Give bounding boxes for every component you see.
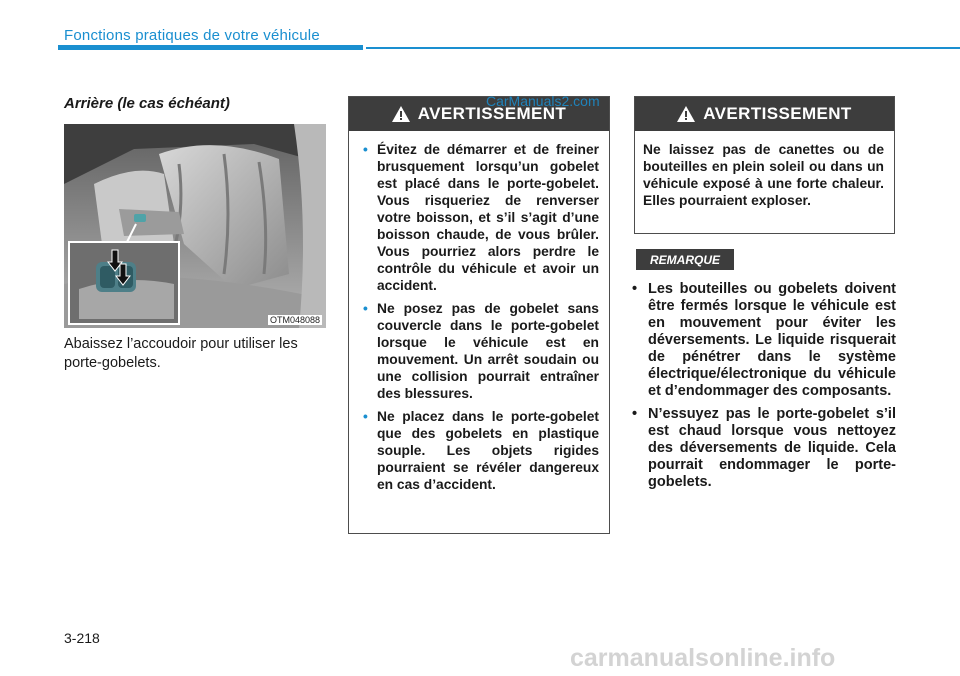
warning-triangle-icon bbox=[677, 106, 695, 122]
remark-item-text: Les bouteilles ou gobelets doivent être fermés lorsque le véhicule est en mouvement pour éviter les déversements. Le liquide risquerait de pénétrer dans le système électrique/électronique du véhicule et d’endommager des composants. bbox=[648, 281, 896, 399]
remark-item bbox=[632, 281, 896, 400]
page-number: 3-218 bbox=[64, 630, 100, 646]
remark-badge: REMARQUE bbox=[636, 249, 734, 270]
warning-heading: AVERTISSEMENT bbox=[417, 104, 567, 123]
bullet-icon: • bbox=[363, 301, 368, 316]
warning-item-text: Évitez de démarrer et de freiner brusquement lorsqu’un gobelet est placé dans le porte-gobelet. Vous risqueriez de renverser votre boisson, et s’il s’agit d’une boisson chaude, de vous brûler. Vous pourriez alors perdre le contrôle du véhicule et avoir un accident. bbox=[377, 142, 599, 293]
warning-item bbox=[363, 300, 599, 402]
watermark-top: CarManuals2.com bbox=[486, 93, 600, 109]
warning-body bbox=[635, 131, 894, 217]
warning-triangle-icon bbox=[392, 106, 410, 122]
bullet-icon: • bbox=[363, 142, 368, 157]
bullet-icon: • bbox=[363, 409, 368, 424]
warning-box-right bbox=[634, 96, 895, 234]
warning-heading: AVERTISSEMENT bbox=[703, 104, 852, 123]
chapter-title: Fonctions pratiques de votre véhicule bbox=[64, 27, 320, 44]
image-code-label: OTM048088 bbox=[269, 315, 320, 325]
warning-header bbox=[635, 97, 894, 131]
section-title: Arrière (le cas échéant) bbox=[64, 95, 230, 112]
warning-box-left bbox=[348, 96, 610, 534]
bullet-icon: • bbox=[632, 281, 638, 297]
warning-item-text: Ne placez dans le porte-gobelet que des gobelets en plastique souple. Les objets rigides pourraient se révéler dangereux en cas d’accident. bbox=[377, 409, 599, 492]
remark-item-text: N’essuyez pas le porte-gobelet s’il est chaud lorsque vous nettoyez des déversements de liquide. Cela pourrait endommager le porte-gobelets. bbox=[648, 406, 896, 490]
header-rule-thin bbox=[366, 47, 960, 49]
section-body-text: Abaissez l’accoudoir pour utiliser les porte-gobelets. bbox=[64, 336, 298, 371]
header-rule-thick bbox=[58, 45, 363, 50]
warning-item bbox=[363, 141, 599, 294]
remark-item bbox=[632, 406, 896, 491]
warning-item-text: Ne posez pas de gobelet sans couvercle dans le porte-gobelet lorsque le véhicule est en mouvement. Un arrêt soudain ou une collision pourrait entraîner des blessures. bbox=[377, 301, 599, 401]
rear-seat-illustration bbox=[64, 124, 326, 328]
warning-body bbox=[349, 131, 609, 507]
remark-list bbox=[632, 281, 896, 497]
warning-item bbox=[363, 408, 599, 493]
watermark-bottom: carmanualsonline.info bbox=[570, 644, 836, 672]
rear-armrest-photo bbox=[64, 124, 326, 328]
bullet-icon: • bbox=[632, 406, 638, 422]
warning-text: Ne laissez pas de canettes ou de bouteilles en plein soleil ou dans un véhicule exposé à une forte chaleur. Elles pourraient exploser. bbox=[643, 142, 884, 208]
